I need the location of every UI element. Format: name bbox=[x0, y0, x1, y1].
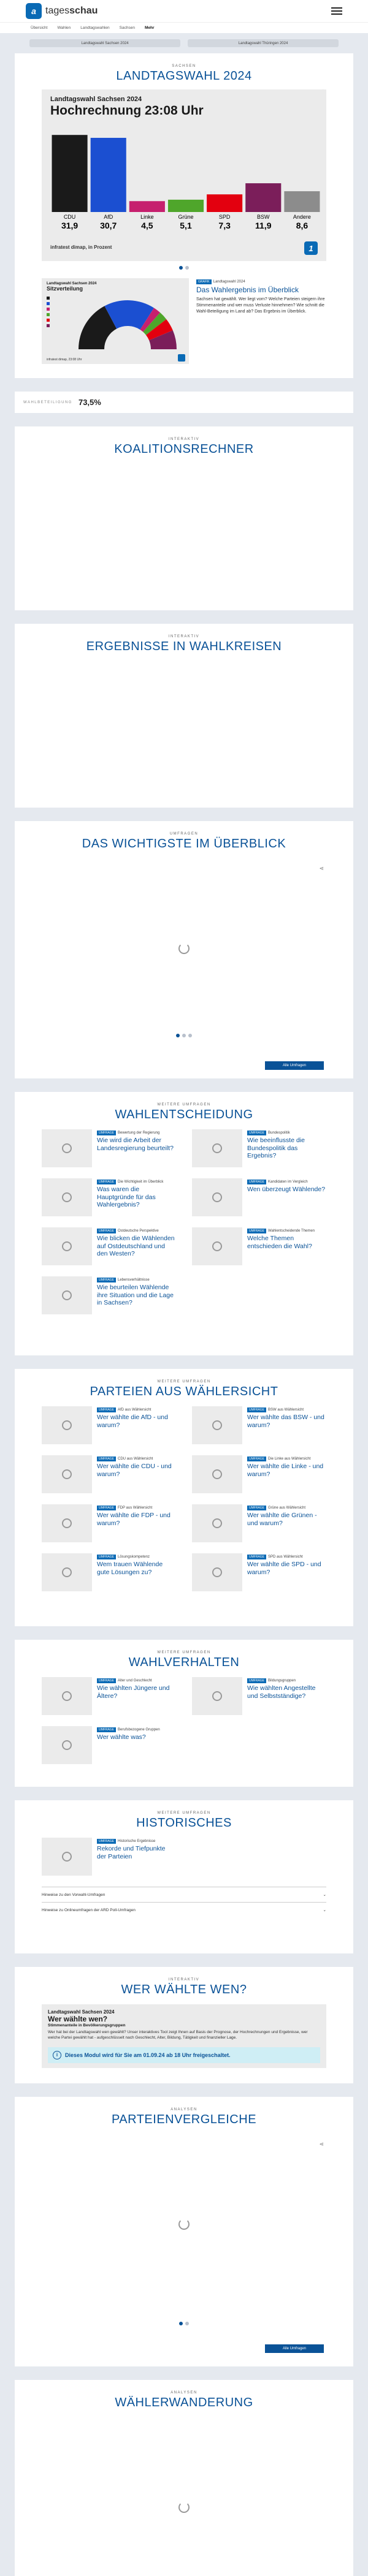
section-kicker: WEITERE UMFRAGEN bbox=[157, 1380, 211, 1384]
badge: UMFRAGE bbox=[97, 1180, 116, 1184]
carousel-dot[interactable] bbox=[185, 266, 189, 270]
badge: UMFRAGE bbox=[247, 1555, 266, 1559]
teaser-thumbnail[interactable] bbox=[42, 1129, 92, 1167]
hamburger-menu-icon[interactable] bbox=[331, 7, 342, 15]
thumb-title: Landtagswahl Sachsen 2024 bbox=[47, 282, 97, 286]
bar-category-label: AfD bbox=[104, 214, 113, 220]
badge: UMFRAGE bbox=[247, 1506, 266, 1510]
teaser-headline[interactable]: Wie wählten Jüngere und Ältere? bbox=[97, 1684, 170, 1700]
seat-chart-svg bbox=[42, 293, 189, 354]
teaser-item[interactable] bbox=[192, 1178, 326, 1216]
subnav-item[interactable]: Landtagswahlen bbox=[80, 26, 110, 30]
bar-value-label: 4,5 bbox=[141, 221, 153, 230]
section-title: PARTEIENVERGLEICHE bbox=[111, 2113, 257, 2126]
teaser-headline[interactable]: Wen überzeugt Wählende? bbox=[247, 1186, 326, 1193]
image-placeholder-icon bbox=[62, 1241, 72, 1251]
image-placeholder-icon bbox=[62, 1740, 72, 1750]
chart-source: infratest dimap, in Prozent bbox=[50, 244, 112, 250]
info-subheading: Stimmenanteile in Bevölkerungsgruppen bbox=[48, 2023, 126, 2028]
info-heading: Wer wählte wen? bbox=[48, 2015, 108, 2023]
teaser-sub: Berufsbezogene Gruppen bbox=[118, 1728, 160, 1732]
teaser-headline[interactable]: Was waren die Hauptgründe für das Wahlergebnis? bbox=[97, 1186, 156, 1209]
behavior-grid bbox=[42, 1677, 326, 1764]
bar-chart-svg bbox=[42, 89, 330, 261]
teaser-headline[interactable]: Wer wählte was? bbox=[97, 1733, 146, 1741]
results-chart bbox=[42, 89, 326, 261]
loading-spinner-icon bbox=[178, 2502, 190, 2513]
teaser-text: Sachsen hat gewählt. Wer liegt vorn? Welche Parteien steigern ihre Stimmenanteile und wer muss Verluste hinnehmen? Wie schnitt die Wahl-Beteiligung im Land ab? Das Ergebnis im Überblick. bbox=[196, 297, 325, 314]
image-placeholder-icon bbox=[62, 1852, 72, 1862]
seat-teaser[interactable] bbox=[42, 278, 326, 364]
badge: UMFRAGE bbox=[97, 1839, 116, 1844]
image-placeholder-icon bbox=[62, 1290, 72, 1300]
decision-grid bbox=[42, 1129, 326, 1314]
teaser-item[interactable] bbox=[42, 1726, 176, 1764]
teaser-headline[interactable]: Wie beeinflusste die Bundespolitik das Ergebnis? bbox=[247, 1137, 305, 1160]
section-title: DAS WICHTIGSTE IM ÜBERBLICK bbox=[82, 837, 286, 850]
who-card bbox=[15, 1967, 353, 2083]
teaser-sub: Alter und Geschlecht bbox=[118, 1679, 152, 1683]
teaser-headline[interactable]: Wer wählte die FDP - und warum? bbox=[97, 1512, 171, 1527]
teaser-thumbnail[interactable] bbox=[192, 1227, 242, 1265]
compare-card bbox=[15, 2097, 353, 2366]
teaser-thumbnail[interactable] bbox=[192, 1455, 242, 1493]
section-kicker: INTERAKTIV bbox=[168, 438, 200, 441]
image-placeholder-icon bbox=[62, 1192, 72, 1202]
teaser-thumbnail[interactable] bbox=[42, 1838, 92, 1876]
badge: UMFRAGE bbox=[247, 1131, 266, 1135]
teaser-item[interactable] bbox=[42, 1129, 176, 1167]
teaser-thumbnail[interactable] bbox=[192, 1677, 242, 1715]
teaser-sub: Ostdeutsche Perspektive bbox=[118, 1229, 159, 1233]
badge: UMFRAGE bbox=[97, 1278, 116, 1282]
badge: UMFRAGE bbox=[97, 1555, 116, 1559]
teaser-sub: AfD aus Wählersicht bbox=[118, 1408, 151, 1412]
teaser-sub: Die Linke aus Wählersicht bbox=[268, 1457, 311, 1461]
teaser-headline[interactable]: Wer wählte die CDU - und warum? bbox=[97, 1463, 172, 1478]
pill-thueringen[interactable]: Landtagswahl Thüringen 2024 bbox=[188, 39, 339, 47]
all-surveys-button[interactable]: Alle Umfragen bbox=[265, 1061, 324, 1070]
section-kicker: UMFRAGEN bbox=[169, 832, 199, 836]
teaser-headline[interactable]: Welche Themen entschieden die Wahl? bbox=[247, 1235, 312, 1250]
teaser-headline[interactable]: Wie wird die Arbeit der Landesregierung beurteilt? bbox=[97, 1137, 174, 1152]
teaser-item[interactable] bbox=[42, 1838, 176, 1876]
badge: UMFRAGE bbox=[247, 1229, 266, 1233]
teaser-item[interactable] bbox=[42, 1227, 176, 1265]
teaser-sub: Die Wichtigkeit im Überblick bbox=[118, 1180, 164, 1184]
overview-card bbox=[15, 821, 353, 1078]
teaser-headline[interactable]: Das Wahlergebnis im Überblick bbox=[196, 286, 299, 294]
subnav-item[interactable]: Sachsen bbox=[119, 26, 135, 30]
image-placeholder-icon bbox=[62, 1469, 72, 1479]
teaser-sub: Bundespolitik bbox=[268, 1131, 290, 1135]
section-kicker: INTERAKTIV bbox=[168, 635, 200, 638]
subnav-item[interactable]: Wahlen bbox=[57, 26, 71, 30]
image-placeholder-icon bbox=[212, 1241, 222, 1251]
carousel-dots bbox=[29, 266, 339, 270]
image-placeholder-icon bbox=[212, 1469, 222, 1479]
loading-spinner-icon bbox=[178, 2219, 190, 2230]
teaser-thumbnail[interactable] bbox=[42, 1726, 92, 1764]
badge: UMFRAGE bbox=[247, 1457, 266, 1461]
loading-spinner-icon bbox=[178, 943, 190, 954]
accordion-item[interactable] bbox=[42, 1887, 326, 1902]
bar-afd[interactable] bbox=[91, 138, 126, 212]
turnout-label: WAHLBETEILIGUNG bbox=[23, 400, 72, 404]
teaser-sub: FDP aus Wählersicht bbox=[118, 1506, 153, 1510]
legend-swatch bbox=[47, 308, 50, 311]
results-card bbox=[15, 53, 353, 378]
bar-linke[interactable] bbox=[129, 201, 165, 212]
teaser-item[interactable] bbox=[192, 1227, 326, 1265]
history-grid bbox=[42, 1838, 326, 1876]
share-icon[interactable]: ⋖ bbox=[319, 2141, 324, 2147]
teaser-headline[interactable]: Wem trauen Wählende gute Lösungen zu? bbox=[97, 1561, 163, 1576]
migration-card bbox=[15, 2380, 353, 2576]
chevron-down-icon: ⌄ bbox=[323, 1908, 326, 1912]
teaser-thumbnail[interactable] bbox=[192, 1504, 242, 1542]
section-kicker: INTERAKTIV bbox=[168, 1978, 200, 1982]
breadcrumb bbox=[0, 22, 368, 33]
section-title: KOALITIONSRECHNER bbox=[114, 442, 254, 456]
bar-category-label: CDU bbox=[63, 214, 76, 220]
info-icon: i bbox=[53, 2051, 61, 2059]
legend-swatch bbox=[47, 319, 50, 322]
teaser-item[interactable] bbox=[42, 1677, 176, 1715]
behavior-card bbox=[15, 1640, 353, 1787]
teaser-headline[interactable]: Wer wählte die SPD - und warum? bbox=[247, 1561, 321, 1576]
section-title: WAHLVERHALTEN bbox=[128, 1656, 240, 1669]
legend-swatch bbox=[47, 297, 50, 300]
badge: UMFRAGE bbox=[247, 1407, 266, 1412]
teaser-sub: SPD aus Wählersicht bbox=[268, 1555, 303, 1559]
teaser-sub: Wahlentscheidende Themen bbox=[268, 1229, 315, 1233]
teaser-headline[interactable]: Wer wählte die AfD - und warum? bbox=[97, 1414, 168, 1429]
teaser-sub: Bildungsgruppen bbox=[268, 1679, 296, 1683]
legend-swatch bbox=[47, 313, 50, 316]
section-kicker: WEITERE UMFRAGEN bbox=[157, 1811, 211, 1815]
badge: UMFRAGE bbox=[97, 1229, 116, 1233]
bar-bsw[interactable] bbox=[245, 183, 281, 212]
teaser-thumbnail[interactable] bbox=[42, 1677, 92, 1715]
accordion-item[interactable] bbox=[42, 1902, 326, 1917]
image-placeholder-icon bbox=[212, 1143, 222, 1153]
teaser-item[interactable] bbox=[192, 1129, 326, 1167]
bar-value-label: 8,6 bbox=[296, 221, 309, 230]
image-placeholder-icon bbox=[212, 1420, 222, 1430]
teaser-sub: BSW aus Wählersicht bbox=[268, 1408, 304, 1412]
carousel-dot[interactable] bbox=[176, 1034, 180, 1037]
bar-category-label: Andere bbox=[293, 214, 311, 220]
bar-spd[interactable] bbox=[207, 194, 242, 212]
who-infobox bbox=[42, 2004, 326, 2068]
pill-sachsen[interactable]: Landtagswahl Sachsen 2024 bbox=[29, 39, 180, 47]
badge: UMFRAGE bbox=[97, 1407, 116, 1412]
teaser-item[interactable] bbox=[42, 1406, 176, 1444]
teaser-headline[interactable]: Wer wählte das BSW - und warum? bbox=[247, 1414, 324, 1429]
badge: UMFRAGE bbox=[97, 1457, 116, 1461]
bar-category-label: SPD bbox=[218, 214, 231, 220]
bar-category-label: Linke bbox=[140, 214, 154, 220]
section-title: PARTEIEN AUS WÄHLERSICHT bbox=[90, 1385, 278, 1398]
badge: UMFRAGE bbox=[247, 1180, 266, 1184]
badge: UMFRAGE bbox=[97, 1678, 116, 1683]
carousel-dot[interactable] bbox=[185, 2322, 189, 2325]
subnav-item[interactable]: Übersicht bbox=[31, 26, 48, 30]
badge: UMFRAGE bbox=[97, 1131, 116, 1135]
parties-card bbox=[15, 1369, 353, 1626]
accordion-label: Hinweise zu den Vorwahl-Umfragen bbox=[42, 1892, 105, 1897]
seat-thumbnail[interactable] bbox=[42, 278, 189, 364]
image-placeholder-icon bbox=[62, 1420, 72, 1430]
coalition-card bbox=[15, 426, 353, 610]
tagesschau-logo-icon[interactable]: a bbox=[26, 3, 42, 19]
carousel-dots bbox=[29, 1034, 339, 1037]
chevron-down-icon: ⌄ bbox=[323, 1893, 326, 1897]
image-placeholder-icon bbox=[212, 1691, 222, 1701]
badge: GRAFIK bbox=[196, 279, 212, 284]
section-title: LANDTAGSWAHL 2024 bbox=[116, 69, 252, 83]
section-kicker: WEITERE UMFRAGEN bbox=[157, 1651, 211, 1654]
thumb-source: infratest dimap, 23:08 Uhr bbox=[47, 358, 82, 362]
section-kicker: WEITERE UMFRAGEN bbox=[157, 1103, 211, 1107]
badge: UMFRAGE bbox=[97, 1506, 116, 1510]
bar-cdu[interactable] bbox=[52, 135, 88, 212]
image-placeholder-icon bbox=[212, 1518, 222, 1528]
teaser-sub: Lösungskompetenz bbox=[118, 1555, 150, 1559]
section-title: HISTORISCHES bbox=[136, 1816, 232, 1830]
teaser-sub: Lebensverhältnisse bbox=[118, 1278, 150, 1282]
badge: UMFRAGE bbox=[247, 1678, 266, 1683]
badge: UMFRAGE bbox=[97, 1727, 116, 1732]
teaser-item[interactable] bbox=[42, 1455, 176, 1493]
accordion-label: Hinweise zu Onlineumfragen der ARD Poll-Umfragen bbox=[42, 1907, 136, 1912]
all-surveys-button[interactable]: Alle Umfragen bbox=[265, 2344, 324, 2353]
section-kicker: SACHSEN bbox=[172, 64, 196, 68]
carousel-dot[interactable] bbox=[182, 1034, 186, 1037]
bar-category-label: Grüne bbox=[178, 214, 194, 220]
teaser-sub: Grüne aus Wählersicht bbox=[268, 1506, 306, 1510]
section-title: WAHLENTSCHEIDUNG bbox=[115, 1108, 253, 1121]
teaser-sub: Kandidaten im Vergleich bbox=[268, 1180, 308, 1184]
teaser-item[interactable] bbox=[192, 1406, 326, 1444]
image-placeholder-icon bbox=[62, 1143, 72, 1153]
legend-swatch bbox=[47, 302, 50, 305]
teaser-item[interactable] bbox=[42, 1178, 176, 1216]
teaser-thumbnail[interactable] bbox=[192, 1129, 242, 1167]
teaser-headline[interactable]: Wie beurteilen Wählende ihre Situation und die Lage in Sachsen? bbox=[97, 1284, 174, 1307]
section-title: WÄHLERWANDERUNG bbox=[115, 2396, 253, 2409]
teaser-headline[interactable]: Wie blicken die Wählenden auf Ostdeutschland und den Westen? bbox=[97, 1235, 175, 1258]
subnav-item[interactable]: Mehr bbox=[144, 26, 155, 30]
teaser-item[interactable] bbox=[192, 1455, 326, 1493]
image-placeholder-icon bbox=[212, 1567, 222, 1577]
carousel-dot[interactable] bbox=[179, 266, 183, 270]
teaser-headline[interactable]: Wer wählte die Linke - und warum? bbox=[247, 1463, 324, 1478]
teaser-thumbnail[interactable] bbox=[42, 1276, 92, 1314]
teaser-headline[interactable]: Wie wählten Angestellte und Selbstständige? bbox=[247, 1684, 316, 1700]
section-kicker: ANALYSEN bbox=[171, 2108, 197, 2112]
teaser-headline[interactable]: Wer wählte die Grünen - und warum? bbox=[247, 1512, 317, 1527]
teaser-item[interactable] bbox=[192, 1553, 326, 1591]
teaser-item[interactable] bbox=[42, 1504, 176, 1542]
ard-logo-icon bbox=[178, 354, 185, 362]
carousel-dots bbox=[29, 2322, 339, 2325]
info-text: Wer hat bei der Landtagswahl wen gewählt? Unser interaktives Tool zeigt Ihnen auf Basis der Prognose, der Hochrechnungen und Ergebnisse, wer welche Partei gewählt hat - aufgeschlüsselt nach Geschlecht, Alter, Bildung, Tätigkeit und finanzieller Lage. bbox=[48, 2030, 308, 2040]
teaser-thumbnail[interactable] bbox=[42, 1178, 92, 1216]
info-line: Landtagswahl Sachsen 2024 bbox=[48, 2009, 115, 2015]
teaser-item[interactable] bbox=[42, 1276, 176, 1314]
teaser-thumbnail[interactable] bbox=[42, 1504, 92, 1542]
bar-category-label: BSW bbox=[257, 214, 270, 220]
carousel-dot[interactable] bbox=[179, 2322, 183, 2325]
bar-value-label: 11,9 bbox=[255, 221, 272, 230]
teaser-thumbnail[interactable] bbox=[192, 1406, 242, 1444]
section-title: WER WÄHLTE WEN? bbox=[121, 1983, 247, 1996]
share-icon[interactable]: ⋖ bbox=[319, 865, 324, 871]
teaser-sub: Landtagswahl 2024 bbox=[213, 280, 245, 284]
ard-logo-icon: 1 bbox=[304, 241, 318, 255]
top-bar bbox=[0, 0, 368, 22]
section-title: ERGEBNISSE IN WAHLKREISEN bbox=[86, 640, 282, 653]
chart-subtitle: Hochrechnung 23:08 Uhr bbox=[50, 104, 204, 118]
chart-title: Landtagswahl Sachsen 2024 bbox=[50, 96, 142, 103]
image-placeholder-icon bbox=[62, 1691, 72, 1701]
teaser-sub: Historische Ergebnisse bbox=[118, 1839, 156, 1843]
teaser-thumbnail[interactable] bbox=[192, 1178, 242, 1216]
teaser-thumbnail[interactable] bbox=[42, 1227, 92, 1265]
section-kicker: ANALYSEN bbox=[171, 2391, 197, 2395]
bar-value-label: 31,9 bbox=[61, 221, 79, 230]
bar-andere[interactable] bbox=[284, 191, 320, 212]
teaser-sub: CDU aus Wählersicht bbox=[118, 1457, 153, 1461]
image-placeholder-icon bbox=[62, 1567, 72, 1577]
teaser-item[interactable] bbox=[42, 1553, 176, 1591]
teaser-thumbnail[interactable] bbox=[192, 1553, 242, 1591]
history-card bbox=[15, 1800, 353, 1953]
turnout-value: 73,5% bbox=[78, 398, 101, 407]
carousel-dot[interactable] bbox=[188, 1034, 192, 1037]
teaser-item[interactable] bbox=[192, 1504, 326, 1542]
thumb-subtitle: Sitzverteilung bbox=[47, 286, 83, 292]
bar-grüne[interactable] bbox=[168, 200, 204, 212]
teaser-item[interactable] bbox=[192, 1677, 326, 1715]
image-placeholder-icon bbox=[212, 1192, 222, 1202]
districts-card bbox=[15, 624, 353, 808]
turnout-bar bbox=[15, 392, 353, 413]
legend-swatch bbox=[47, 324, 50, 327]
logo-text[interactable]: tagesschau bbox=[45, 6, 98, 16]
notice-text: Dieses Modul wird für Sie am 01.09.24 ab 18 Uhr freigeschaltet. bbox=[65, 2051, 231, 2058]
parties-grid bbox=[42, 1406, 326, 1591]
teaser-thumbnail[interactable] bbox=[42, 1406, 92, 1444]
teaser-thumbnail[interactable] bbox=[42, 1455, 92, 1493]
bar-value-label: 7,3 bbox=[218, 221, 231, 230]
decision-card bbox=[15, 1092, 353, 1355]
teaser-thumbnail[interactable] bbox=[42, 1553, 92, 1591]
teaser-headline[interactable]: Rekorde und Tiefpunkte der Parteien bbox=[97, 1845, 166, 1860]
availability-notice bbox=[48, 2047, 320, 2063]
bar-value-label: 30,7 bbox=[100, 221, 117, 230]
teaser-sub: Bewertung der Regierung bbox=[118, 1131, 160, 1135]
image-placeholder-icon bbox=[62, 1518, 72, 1528]
bar-value-label: 5,1 bbox=[180, 221, 192, 230]
